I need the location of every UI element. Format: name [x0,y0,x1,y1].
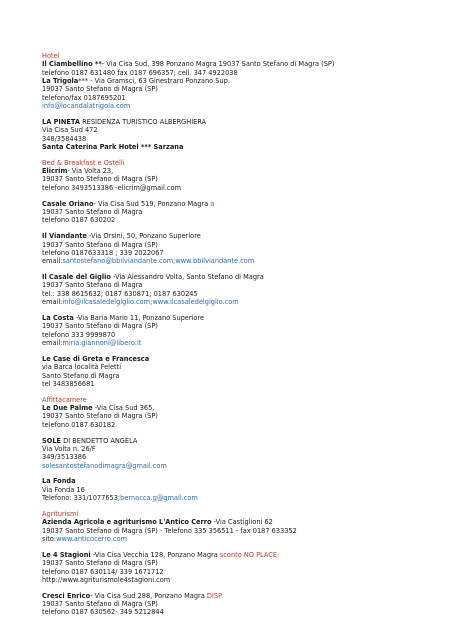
listing-entry [42,518,442,543]
entry-line [42,232,442,240]
line-text: 19037 Santo Stefano di Magra (SP) - Telefono 335 356511 - fax 0187 633352 [42,526,297,535]
entry-line [42,412,442,420]
entry-line [42,249,442,257]
entry-line [42,200,442,208]
entry-line [42,363,442,371]
contact-link[interactable]: santostefano@bbilviandante.com;www.bbilviandante.com [62,257,255,266]
entry-line [42,494,442,502]
entry-line [42,600,442,608]
entry-line [42,331,442,339]
entry-line [42,608,442,616]
entry-line [42,135,442,143]
line-text: Via Volta n. 26/F [42,444,96,453]
line-text: - Via Volta 23, [67,167,114,176]
line-text: telefono 0187 630562- 349 5212844 [42,608,164,617]
entry-line [42,322,442,330]
entry-line [42,60,442,68]
business-name: La Costa [42,313,74,322]
listing-entry [42,232,442,265]
highlight-note: sconto NO PLACE: [219,550,280,559]
business-name: Elicrim [42,167,68,176]
line-text: -Via Orsini, 50, Ponzano Superiore [86,232,201,241]
entry-line [42,69,442,77]
listing-entry [42,355,442,388]
entry-line [42,281,442,289]
entry-line [42,314,442,322]
line-text: sito: [42,535,57,543]
line-text: - Via Cisa Sud 288, Ponzano Magra [90,591,207,600]
highlight-note: DISP. [206,591,224,600]
line-text: -Via Castiglioni 62 [211,518,273,527]
entry-line [42,551,442,559]
entry-line [42,592,442,600]
entry-line [42,175,442,183]
contact-link[interactable]: miria.giannoni@libero.it [62,338,142,347]
entry-line [42,339,442,347]
contact-link[interactable]: info@locandalatrigola.com [42,102,131,111]
entry-line [42,568,442,576]
entry-line [42,273,442,281]
entry-line [42,437,442,445]
entry-line [42,576,442,584]
listing-entry [42,592,442,617]
line-text: Santo Stefano di Magra [42,371,120,380]
entry-line [42,167,442,175]
business-name: La Trigola [42,77,79,86]
listing-entry [42,404,442,429]
entry-line [42,518,442,526]
line-text: telefono 333 9999870 [42,330,116,339]
entry-line [42,77,442,85]
line-text: 19037 Santo Stefano di Magra (SP) [42,85,158,94]
entry-line [42,445,442,453]
entry-line [42,126,442,134]
line-text: telefono 3493513386 -elicrim@gmail.com [42,183,182,192]
line-text: tel.: 338 8615632; 0187 630871; 0187 630245 [42,289,198,298]
line-text: email: [42,298,63,307]
line-text: RESIDENZA TURISTICO ALBERGHIERA [80,117,207,126]
line-text: telefono 0187633318 ; 339 2022067 [42,248,164,257]
line-text: telefono 0187 631480 fax 0187 696357; cell. 347 4922038 [42,68,238,77]
contact-link[interactable]: www.anticocerro.com [56,535,128,543]
line-text: - Via Cisa Sud 519, Ponzano Magra [93,199,211,208]
entry-line [42,85,442,93]
entry-line [42,486,442,494]
listing-entry [42,273,442,306]
contact-link[interactable]: info@ilcasaledelgiglio.com;www.ilcasaledelgiglio.com [62,298,239,307]
line-text: email: [42,257,63,266]
listing-entry [42,200,442,225]
listing-entry [42,118,442,151]
contact-link[interactable]: bernacca.g@gmail.com [120,494,198,503]
line-text: 19037 Santo Stefano di Magra [42,208,143,216]
entry-line [42,372,442,380]
entry-line [42,421,442,429]
line-text: 19037 Santo Stefano di Magra (SP) [42,240,158,249]
entry-line [42,355,442,363]
business-name: Le Due Palme [42,404,93,413]
entry-line [42,380,442,388]
entry-line [42,462,442,470]
listing-entry [42,551,442,584]
business-name: SOLE [42,436,62,445]
entry-line [42,216,442,224]
line-text: 19037 Santo Stefano di Magra (SP) [42,559,158,568]
line-text: - Via Cisa Sud, 398 Ponzano Magra 19037 Santo Stefano di Magra (SP) [101,60,335,69]
entry-line [42,559,442,567]
entry-line [42,257,442,265]
line-text: telefono 0187 630182 [42,420,116,429]
entry-line [42,184,442,192]
listing-entry [42,60,442,110]
line-text: -Via Alessandro Volta, Santo Stefano di Magra [110,273,264,282]
business-name: La Fonda [42,477,76,486]
listing-entry [42,314,442,347]
line-text: 19037 Santo Stefano di Magra (SP) [42,175,158,184]
entry-line [42,477,442,485]
line-text: 349/3513386 [42,453,87,462]
business-name: Il Casale del Giglio [42,273,111,282]
entry-line [42,241,442,249]
line-text: 19037 Santo Stefano di Magra [42,281,143,290]
business-name: LA PINETA [42,117,80,126]
section-heading: Hotel [42,52,60,60]
business-name: Il Ciambellino ** [42,60,102,69]
listing-entry [42,477,442,502]
section-heading: Bed & Breakfast e Ostelli [42,158,125,167]
entry-line [42,404,442,412]
line-text: Telefono: 331/1077653; [42,494,121,503]
entry-line [42,143,442,151]
line-text: 19037 Santo Stefano di Magra (SP) [42,600,158,609]
line-text: via Barca località Feletti [42,363,122,372]
business-name: Santa Caterina Park Hotel *** Sarzana [42,142,184,151]
line-text: telefono/fax 0187695201 [42,93,126,102]
listing-entry [42,167,442,192]
highlight-note: a [210,199,215,208]
entry-line [42,298,442,306]
document-page [42,52,442,624]
business-name: Cresci Enrico [42,591,91,600]
entry-line [42,535,442,543]
contact-link[interactable]: solesantostefanodimagra@gmail.com [42,461,167,470]
business-name: Le Case di Greta e Francesca [42,354,150,363]
line-text: email: [42,338,63,347]
entry-line [42,453,442,461]
entry-line [42,118,442,126]
business-name: Casale Oriano [42,199,94,208]
line-text: -Via Cisa Vecchia 128, Ponzano Magra [90,550,220,559]
line-text: telefono 0187 630114/ 339 1671712 [42,567,164,576]
line-text: DI BENDETTO ANGELA [61,436,138,445]
business-name: Il Viandante [42,232,87,241]
line-text: Via Cisa Sud 472 [42,126,98,135]
business-name: Le 4 Stagioni [42,550,91,559]
line-text: http://www.agriturismole4stagioni.com [42,575,171,584]
line-text: 19037 Santo Stefano di Magra (SP) [42,322,158,331]
entry-line [42,94,442,102]
line-text: -Via Baria Mario 11, Ponzano Superiore [73,313,205,322]
line-text: 19037 Santo Stefano di Magra (SP) [42,412,158,421]
section-heading: Agriturismi [42,509,79,518]
entry-line [42,208,442,216]
line-text: telefono 0187 630202 [42,216,116,225]
business-name: Azienda Agricola e agriturismo L'Antico Cerro [42,518,212,527]
entry-line [42,290,442,298]
line-text: *** - Via Gramsci, 63 Ginestraro Ponzano Sup. [78,77,230,86]
line-text: 348/3584438 [42,134,87,143]
entry-line [42,527,442,535]
line-text: -Via Cisa Sud 365, [92,404,155,413]
line-text: tel 3483856681 [42,379,95,388]
line-text: Via Fonda 16 [42,485,85,494]
entry-line [42,102,442,110]
listing-entry [42,437,442,470]
section-heading: Affittacamere [42,395,87,404]
